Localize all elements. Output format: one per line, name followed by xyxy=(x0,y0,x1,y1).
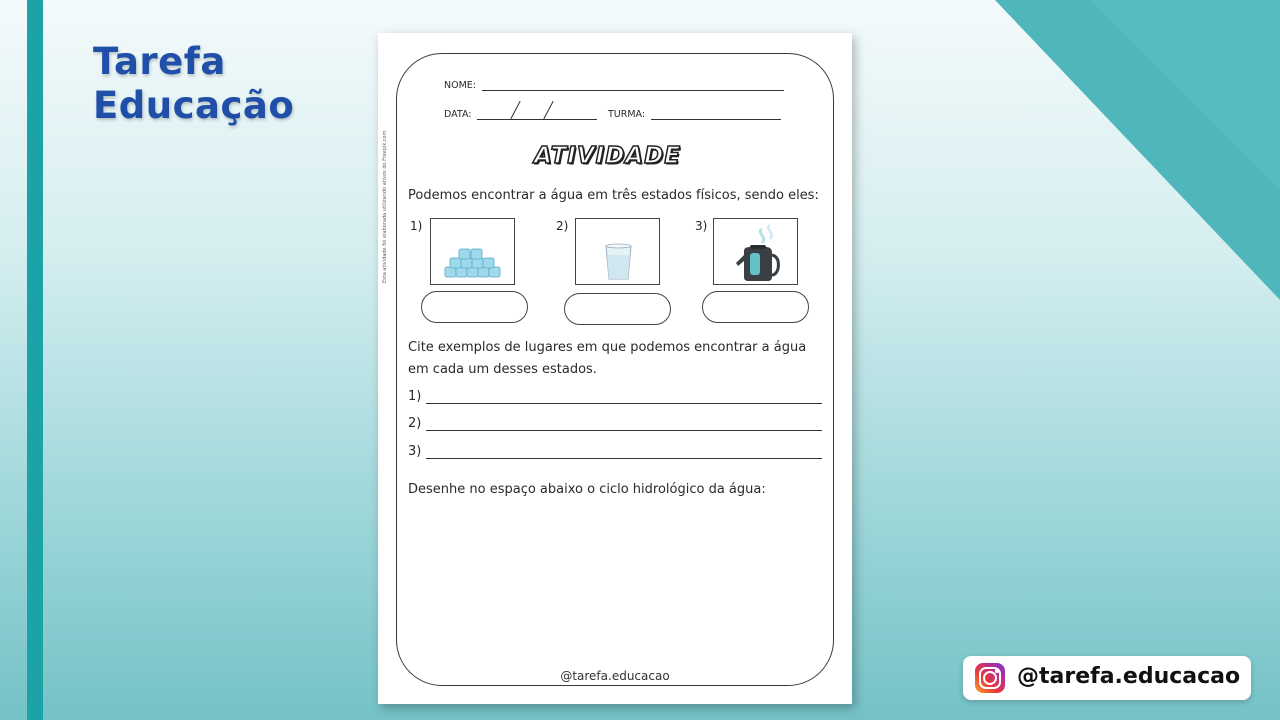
answer-number: 1) xyxy=(408,389,422,404)
turma-label: TURMA: xyxy=(608,109,646,120)
state-number: 1) xyxy=(410,219,423,233)
answer-pill-2[interactable] xyxy=(564,293,671,325)
instagram-icon xyxy=(975,663,1005,693)
worksheet-footer-handle: @tarefa.educacao xyxy=(560,669,670,683)
nome-label: NOME: xyxy=(444,80,476,91)
side-note: Esta atividade foi elaborada utilizando ativos do Freepik.com xyxy=(382,130,388,283)
answer-number: 3) xyxy=(408,444,422,459)
instagram-badge[interactable] xyxy=(963,656,1251,700)
answer-pill-3[interactable] xyxy=(702,291,809,323)
turma-line xyxy=(651,119,781,120)
steaming-kettle-icon xyxy=(714,219,799,286)
question-2-line-2: em cada um desses estados. xyxy=(408,362,597,377)
question-1: Podemos encontrar a água em três estados físicos, sendo eles: xyxy=(408,188,819,203)
ice-cubes-icon xyxy=(431,219,516,286)
question-3: Desenhe no espaço abaixo o ciclo hidrológico da água: xyxy=(408,482,766,497)
worksheet-title: ATIVIDADE xyxy=(534,143,681,169)
brand-title xyxy=(93,40,294,128)
water-glass-icon xyxy=(576,219,661,286)
question-2-line-1: Cite exemplos de lugares em que podemos encontrar a água xyxy=(408,340,807,355)
state-number: 3) xyxy=(695,219,708,233)
state-image-box xyxy=(430,218,515,285)
worksheet-page xyxy=(378,33,852,704)
nome-line xyxy=(482,90,784,91)
data-line xyxy=(477,119,597,120)
data-label: DATA: xyxy=(444,109,472,120)
answer-line-1[interactable] xyxy=(426,403,822,404)
brand-line-2: Educação xyxy=(93,84,295,127)
state-image-box xyxy=(575,218,660,285)
answer-line-3[interactable] xyxy=(426,458,822,459)
state-image-box xyxy=(713,218,798,285)
state-number: 2) xyxy=(556,219,569,233)
brand-line-1: Tarefa xyxy=(93,40,226,83)
answer-number: 2) xyxy=(408,416,422,431)
answer-pill-1[interactable] xyxy=(421,291,528,323)
instagram-handle: @tarefa.educacao xyxy=(1017,664,1241,689)
answer-line-2[interactable] xyxy=(426,430,822,431)
